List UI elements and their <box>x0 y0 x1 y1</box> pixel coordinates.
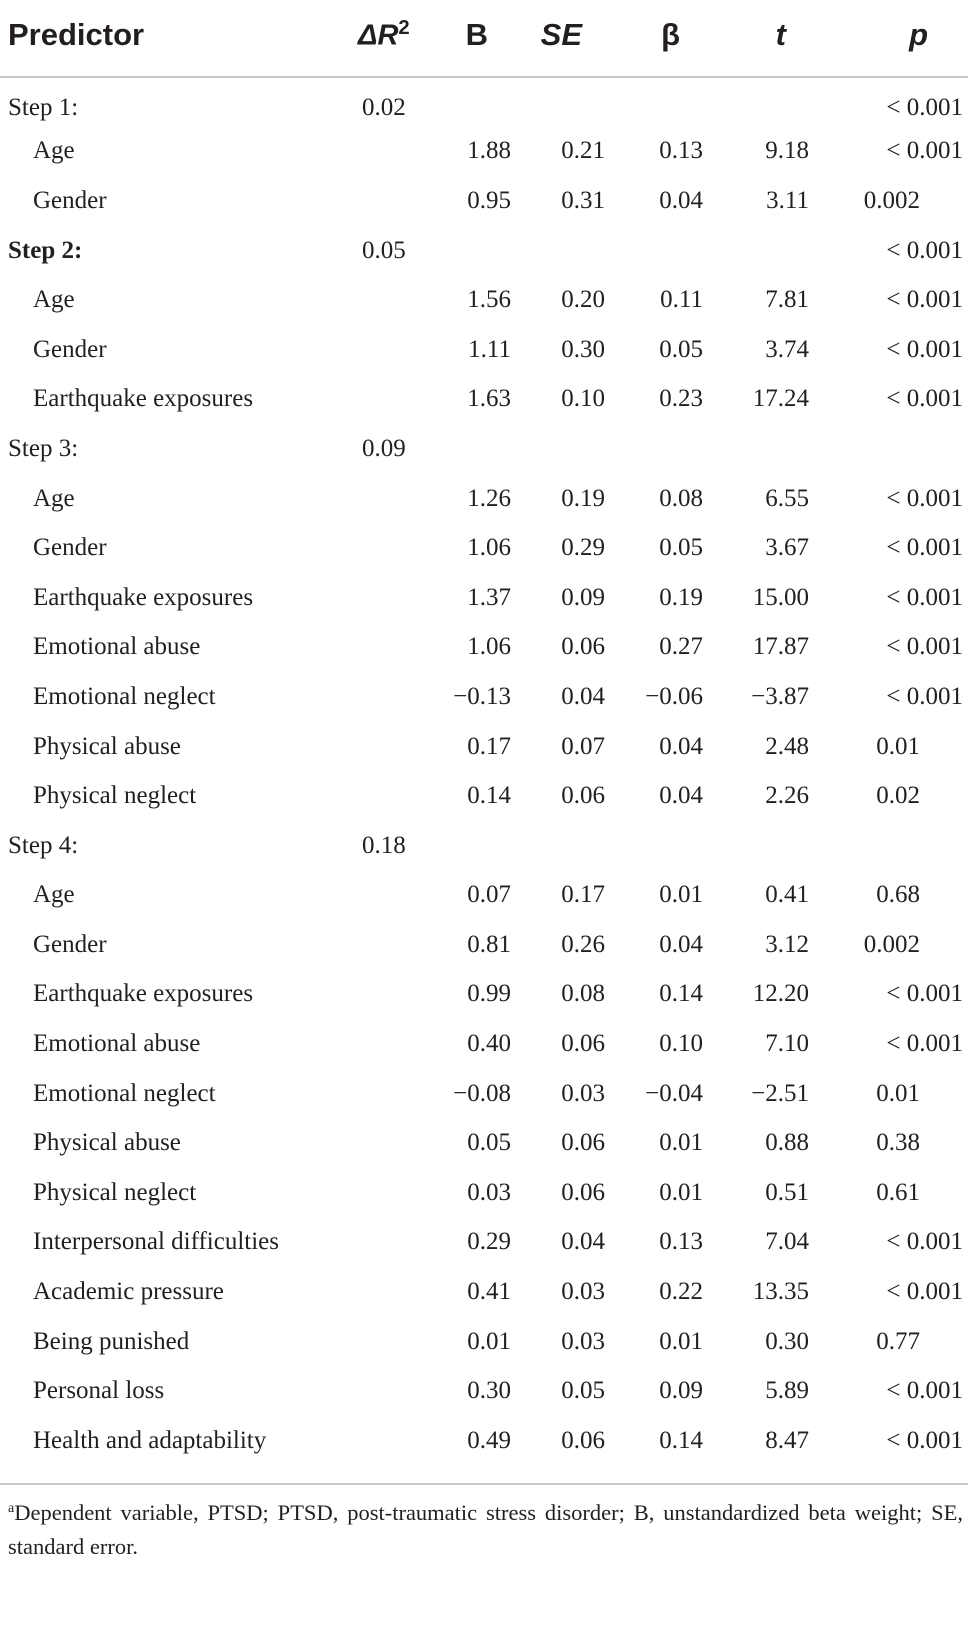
cell-se: 0.06 <box>561 1030 605 1058</box>
cell-beta: 0.14 <box>659 980 703 1008</box>
cell-predictor: Age <box>33 484 75 512</box>
cell-delta-r2 <box>340 1218 436 1268</box>
cell-b: 0.07 <box>467 881 511 909</box>
cell-beta: 0.05 <box>659 534 703 562</box>
cell-p: 0.01 <box>876 732 920 760</box>
cell-beta: 0.04 <box>659 930 703 958</box>
cell-b: 0.99 <box>467 980 511 1008</box>
cell-se: 0.06 <box>561 1426 605 1454</box>
header-delta-r2 <box>340 0 436 77</box>
cell-b: 1.63 <box>467 385 511 413</box>
cell-predictor: Step 1: <box>8 94 79 122</box>
cell-p: < 0.001 <box>886 682 963 710</box>
cell-t: 2.48 <box>765 732 809 760</box>
cell-b: 1.26 <box>467 484 511 512</box>
table-row <box>0 920 968 970</box>
cell-t: 13.35 <box>752 1278 809 1306</box>
cell-beta: 0.04 <box>659 782 703 810</box>
cell-predictor: Earthquake exposures <box>33 385 254 413</box>
cell-t: 3.12 <box>765 930 809 958</box>
cell-se: 0.30 <box>561 335 605 363</box>
cell-beta: 0.01 <box>659 1178 703 1206</box>
cell-beta: 0.10 <box>659 1030 703 1058</box>
table-row <box>0 1168 968 1218</box>
footnote-text: Dependent variable, PTSD; PTSD, post-traumatic stress disorder; B, unstandardized beta weight; SE, standard error. <box>8 1500 963 1559</box>
cell-delta-r2 <box>340 1168 436 1218</box>
cell-se: 0.17 <box>561 881 605 909</box>
cell-delta-r2 <box>340 1267 436 1317</box>
cell-beta <box>634 424 732 474</box>
cell-delta-r2 <box>340 672 436 722</box>
cell-se: 0.04 <box>561 682 605 710</box>
cell-b: 0.81 <box>467 930 511 958</box>
cell-p: < 0.001 <box>886 583 963 611</box>
cell-predictor: Physical abuse <box>33 1129 181 1157</box>
cell-t: 5.89 <box>765 1377 809 1405</box>
cell-beta: 0.08 <box>659 484 703 512</box>
cell-predictor: Age <box>33 137 75 165</box>
cell-delta-r2: 0.09 <box>362 434 406 462</box>
cell-se: 0.26 <box>561 930 605 958</box>
cell-b: 0.41 <box>467 1278 511 1306</box>
cell-se: 0.29 <box>561 534 605 562</box>
table-row <box>0 771 968 821</box>
cell-p: 0.77 <box>876 1327 920 1355</box>
table-row <box>0 176 968 226</box>
cell-p: 0.02 <box>876 782 920 810</box>
cell-p: < 0.001 <box>886 1030 963 1058</box>
cell-p: < 0.001 <box>886 633 963 661</box>
footnote-marker: a <box>8 1501 15 1516</box>
table-row <box>0 226 968 276</box>
cell-b <box>436 77 540 127</box>
cell-delta-r2 <box>340 523 436 573</box>
cell-b <box>436 226 540 276</box>
cell-delta-r2 <box>340 623 436 673</box>
cell-b: 0.03 <box>467 1178 511 1206</box>
cell-t: 17.87 <box>752 633 809 661</box>
table-row <box>0 275 968 325</box>
cell-beta: 0.05 <box>659 335 703 363</box>
cell-delta-r2 <box>340 1118 436 1168</box>
cell-predictor: Gender <box>33 534 107 562</box>
table-row <box>0 1218 968 1268</box>
cell-predictor: Physical abuse <box>33 732 181 760</box>
cell-p: 0.002 <box>863 186 920 214</box>
cell-b: −0.13 <box>453 682 511 710</box>
cell-p: < 0.001 <box>886 335 963 363</box>
cell-se: 0.05 <box>561 1377 605 1405</box>
cell-delta-r2 <box>340 474 436 524</box>
cell-beta: 0.01 <box>659 881 703 909</box>
cell-p: 0.68 <box>876 881 920 909</box>
cell-predictor: Physical neglect <box>33 782 197 810</box>
cell-t: 0.51 <box>765 1178 809 1206</box>
cell-b: 0.95 <box>467 186 511 214</box>
cell-b: 0.30 <box>467 1377 511 1405</box>
header-beta: β <box>634 0 732 77</box>
cell-predictor: Emotional abuse <box>33 633 201 661</box>
cell-beta: 0.04 <box>659 186 703 214</box>
cell-t: 0.88 <box>765 1129 809 1157</box>
cell-t: 3.67 <box>765 534 809 562</box>
cell-b: 1.37 <box>467 583 511 611</box>
cell-predictor: Gender <box>33 335 107 363</box>
cell-se: 0.03 <box>561 1327 605 1355</box>
cell-predictor: Earthquake exposures <box>33 980 254 1008</box>
cell-predictor: Emotional neglect <box>33 1079 216 1107</box>
cell-beta: 0.27 <box>659 633 703 661</box>
cell-b: 1.06 <box>467 633 511 661</box>
table-row <box>0 1366 968 1416</box>
cell-b: −0.08 <box>453 1079 511 1107</box>
table-row <box>0 623 968 673</box>
cell-p: < 0.001 <box>886 1377 963 1405</box>
cell-t: −2.51 <box>751 1079 809 1107</box>
cell-t: 0.30 <box>765 1327 809 1355</box>
cell-t: 8.47 <box>765 1426 809 1454</box>
cell-predictor: Emotional neglect <box>33 682 216 710</box>
cell-se: 0.06 <box>561 633 605 661</box>
table-row <box>0 970 968 1020</box>
cell-delta-r2 <box>340 1416 436 1466</box>
table-row <box>0 474 968 524</box>
cell-p <box>838 424 968 474</box>
cell-delta-r2 <box>340 970 436 1020</box>
cell-p <box>838 821 968 871</box>
cell-b: 0.40 <box>467 1030 511 1058</box>
cell-delta-r2 <box>340 275 436 325</box>
table-row <box>0 1069 968 1119</box>
cell-beta: 0.13 <box>659 137 703 165</box>
cell-delta-r2: 0.18 <box>362 831 406 859</box>
cell-beta: 0.11 <box>660 286 703 314</box>
header-predictor: Predictor <box>0 0 340 77</box>
cell-p: < 0.001 <box>886 286 963 314</box>
cell-t: 12.20 <box>752 980 809 1008</box>
cell-t: −3.87 <box>751 682 809 710</box>
cell-predictor: Physical neglect <box>33 1178 197 1206</box>
table-footnote <box>8 1492 963 1564</box>
cell-se: 0.19 <box>561 484 605 512</box>
cell-beta: 0.04 <box>659 732 703 760</box>
cell-predictor: Emotional abuse <box>33 1030 201 1058</box>
cell-t: 9.18 <box>765 137 809 165</box>
cell-se: 0.06 <box>561 782 605 810</box>
cell-beta: 0.22 <box>659 1278 703 1306</box>
cell-predictor: Step 3: <box>8 434 79 462</box>
header-delta-r2-sup: 2 <box>398 17 410 40</box>
table-row <box>0 1267 968 1317</box>
cell-t: 3.11 <box>766 186 809 214</box>
cell-beta: 0.23 <box>659 385 703 413</box>
table-row <box>0 1416 968 1466</box>
table-row <box>0 127 968 177</box>
cell-delta-r2 <box>340 1366 436 1416</box>
cell-p: < 0.001 <box>886 1228 963 1256</box>
cell-p: < 0.001 <box>886 94 963 122</box>
cell-predictor: Gender <box>33 930 107 958</box>
table-row <box>0 424 968 474</box>
cell-p: < 0.001 <box>886 484 963 512</box>
cell-t: 7.10 <box>765 1030 809 1058</box>
table-row <box>0 1019 968 1069</box>
cell-t: 0.41 <box>765 881 809 909</box>
cell-delta-r2 <box>340 1317 436 1367</box>
cell-beta: 0.01 <box>659 1327 703 1355</box>
cell-b: 1.88 <box>467 137 511 165</box>
cell-t: 7.04 <box>765 1228 809 1256</box>
cell-t: 2.26 <box>765 782 809 810</box>
cell-se <box>540 424 634 474</box>
cell-predictor: Academic pressure <box>33 1278 224 1306</box>
cell-b: 0.49 <box>467 1426 511 1454</box>
cell-t: 7.81 <box>765 286 809 314</box>
cell-delta-r2 <box>340 375 436 425</box>
table-row <box>0 573 968 623</box>
cell-delta-r2 <box>340 573 436 623</box>
cell-se: 0.21 <box>561 137 605 165</box>
table-body <box>0 77 968 1466</box>
cell-p: 0.61 <box>876 1178 920 1206</box>
cell-p: < 0.001 <box>886 534 963 562</box>
cell-se <box>540 77 634 127</box>
cell-se: 0.08 <box>561 980 605 1008</box>
cell-predictor: Step 4: <box>8 831 79 859</box>
cell-se <box>540 226 634 276</box>
table-row <box>0 1118 968 1168</box>
cell-b: 0.29 <box>467 1228 511 1256</box>
cell-predictor: Personal loss <box>33 1377 165 1405</box>
cell-beta <box>634 226 732 276</box>
cell-p: < 0.001 <box>886 980 963 1008</box>
table-row <box>0 722 968 772</box>
cell-t <box>732 821 838 871</box>
cell-predictor: Being punished <box>33 1327 190 1355</box>
cell-delta-r2 <box>340 127 436 177</box>
cell-b <box>436 821 540 871</box>
table-row <box>0 375 968 425</box>
cell-predictor: Earthquake exposures <box>33 583 254 611</box>
table-row <box>0 672 968 722</box>
cell-predictor: Gender <box>33 186 107 214</box>
header-delta-r2-base: ΔR <box>358 19 399 52</box>
cell-beta <box>634 77 732 127</box>
cell-t: 6.55 <box>765 484 809 512</box>
cell-p: < 0.001 <box>886 1278 963 1306</box>
cell-p: < 0.001 <box>886 1426 963 1454</box>
cell-b: 1.06 <box>467 534 511 562</box>
table-row <box>0 77 968 127</box>
table-row <box>0 1317 968 1367</box>
cell-b: 0.01 <box>467 1327 511 1355</box>
cell-se: 0.10 <box>561 385 605 413</box>
cell-beta: 0.09 <box>659 1377 703 1405</box>
header-se: SE <box>540 0 634 77</box>
footer-rule <box>0 1483 968 1485</box>
cell-delta-r2 <box>340 871 436 921</box>
cell-p: 0.38 <box>876 1129 920 1157</box>
cell-se: 0.31 <box>561 186 605 214</box>
cell-t <box>732 226 838 276</box>
cell-t: 3.74 <box>765 335 809 363</box>
cell-se: 0.09 <box>561 583 605 611</box>
cell-delta-r2 <box>340 176 436 226</box>
cell-se: 0.20 <box>561 286 605 314</box>
cell-se <box>540 821 634 871</box>
cell-delta-r2: 0.05 <box>362 236 406 264</box>
cell-t <box>732 424 838 474</box>
cell-beta <box>634 821 732 871</box>
header-b: B <box>436 0 540 77</box>
cell-beta: −0.04 <box>645 1079 703 1107</box>
table-row <box>0 523 968 573</box>
cell-predictor: Age <box>33 881 75 909</box>
cell-se: 0.07 <box>561 732 605 760</box>
cell-predictor: Age <box>33 286 75 314</box>
header-row <box>0 0 968 77</box>
cell-beta: 0.13 <box>659 1228 703 1256</box>
cell-b: 0.17 <box>467 732 511 760</box>
cell-t: 15.00 <box>752 583 809 611</box>
cell-p: < 0.001 <box>886 137 963 165</box>
cell-se: 0.03 <box>561 1278 605 1306</box>
cell-delta-r2 <box>340 771 436 821</box>
cell-delta-r2: 0.02 <box>362 94 406 122</box>
cell-delta-r2 <box>340 722 436 772</box>
cell-se: 0.06 <box>561 1129 605 1157</box>
cell-p: < 0.001 <box>886 236 963 264</box>
cell-p: < 0.001 <box>886 385 963 413</box>
cell-b: 0.14 <box>467 782 511 810</box>
cell-se: 0.03 <box>561 1079 605 1107</box>
header-t: t <box>732 0 838 77</box>
cell-delta-r2 <box>340 1019 436 1069</box>
cell-beta: 0.01 <box>659 1129 703 1157</box>
table-row <box>0 821 968 871</box>
cell-se: 0.04 <box>561 1228 605 1256</box>
cell-b <box>436 424 540 474</box>
cell-beta: −0.06 <box>645 682 703 710</box>
cell-delta-r2 <box>340 920 436 970</box>
table-row <box>0 871 968 921</box>
cell-predictor: Health and adaptability <box>33 1426 267 1454</box>
cell-beta: 0.14 <box>659 1426 703 1454</box>
cell-b: 1.56 <box>467 286 511 314</box>
cell-delta-r2 <box>340 325 436 375</box>
table-row <box>0 325 968 375</box>
cell-predictor: Interpersonal difficulties <box>33 1228 279 1256</box>
cell-b: 1.11 <box>468 335 511 363</box>
cell-p: 0.01 <box>876 1079 920 1107</box>
cell-t <box>732 77 838 127</box>
cell-b: 0.05 <box>467 1129 511 1157</box>
cell-delta-r2 <box>340 1069 436 1119</box>
cell-predictor: Step 2: <box>8 236 83 264</box>
header-p: p <box>838 0 968 77</box>
cell-t: 17.24 <box>752 385 809 413</box>
cell-se: 0.06 <box>561 1178 605 1206</box>
cell-p: 0.002 <box>863 930 920 958</box>
cell-beta: 0.19 <box>659 583 703 611</box>
